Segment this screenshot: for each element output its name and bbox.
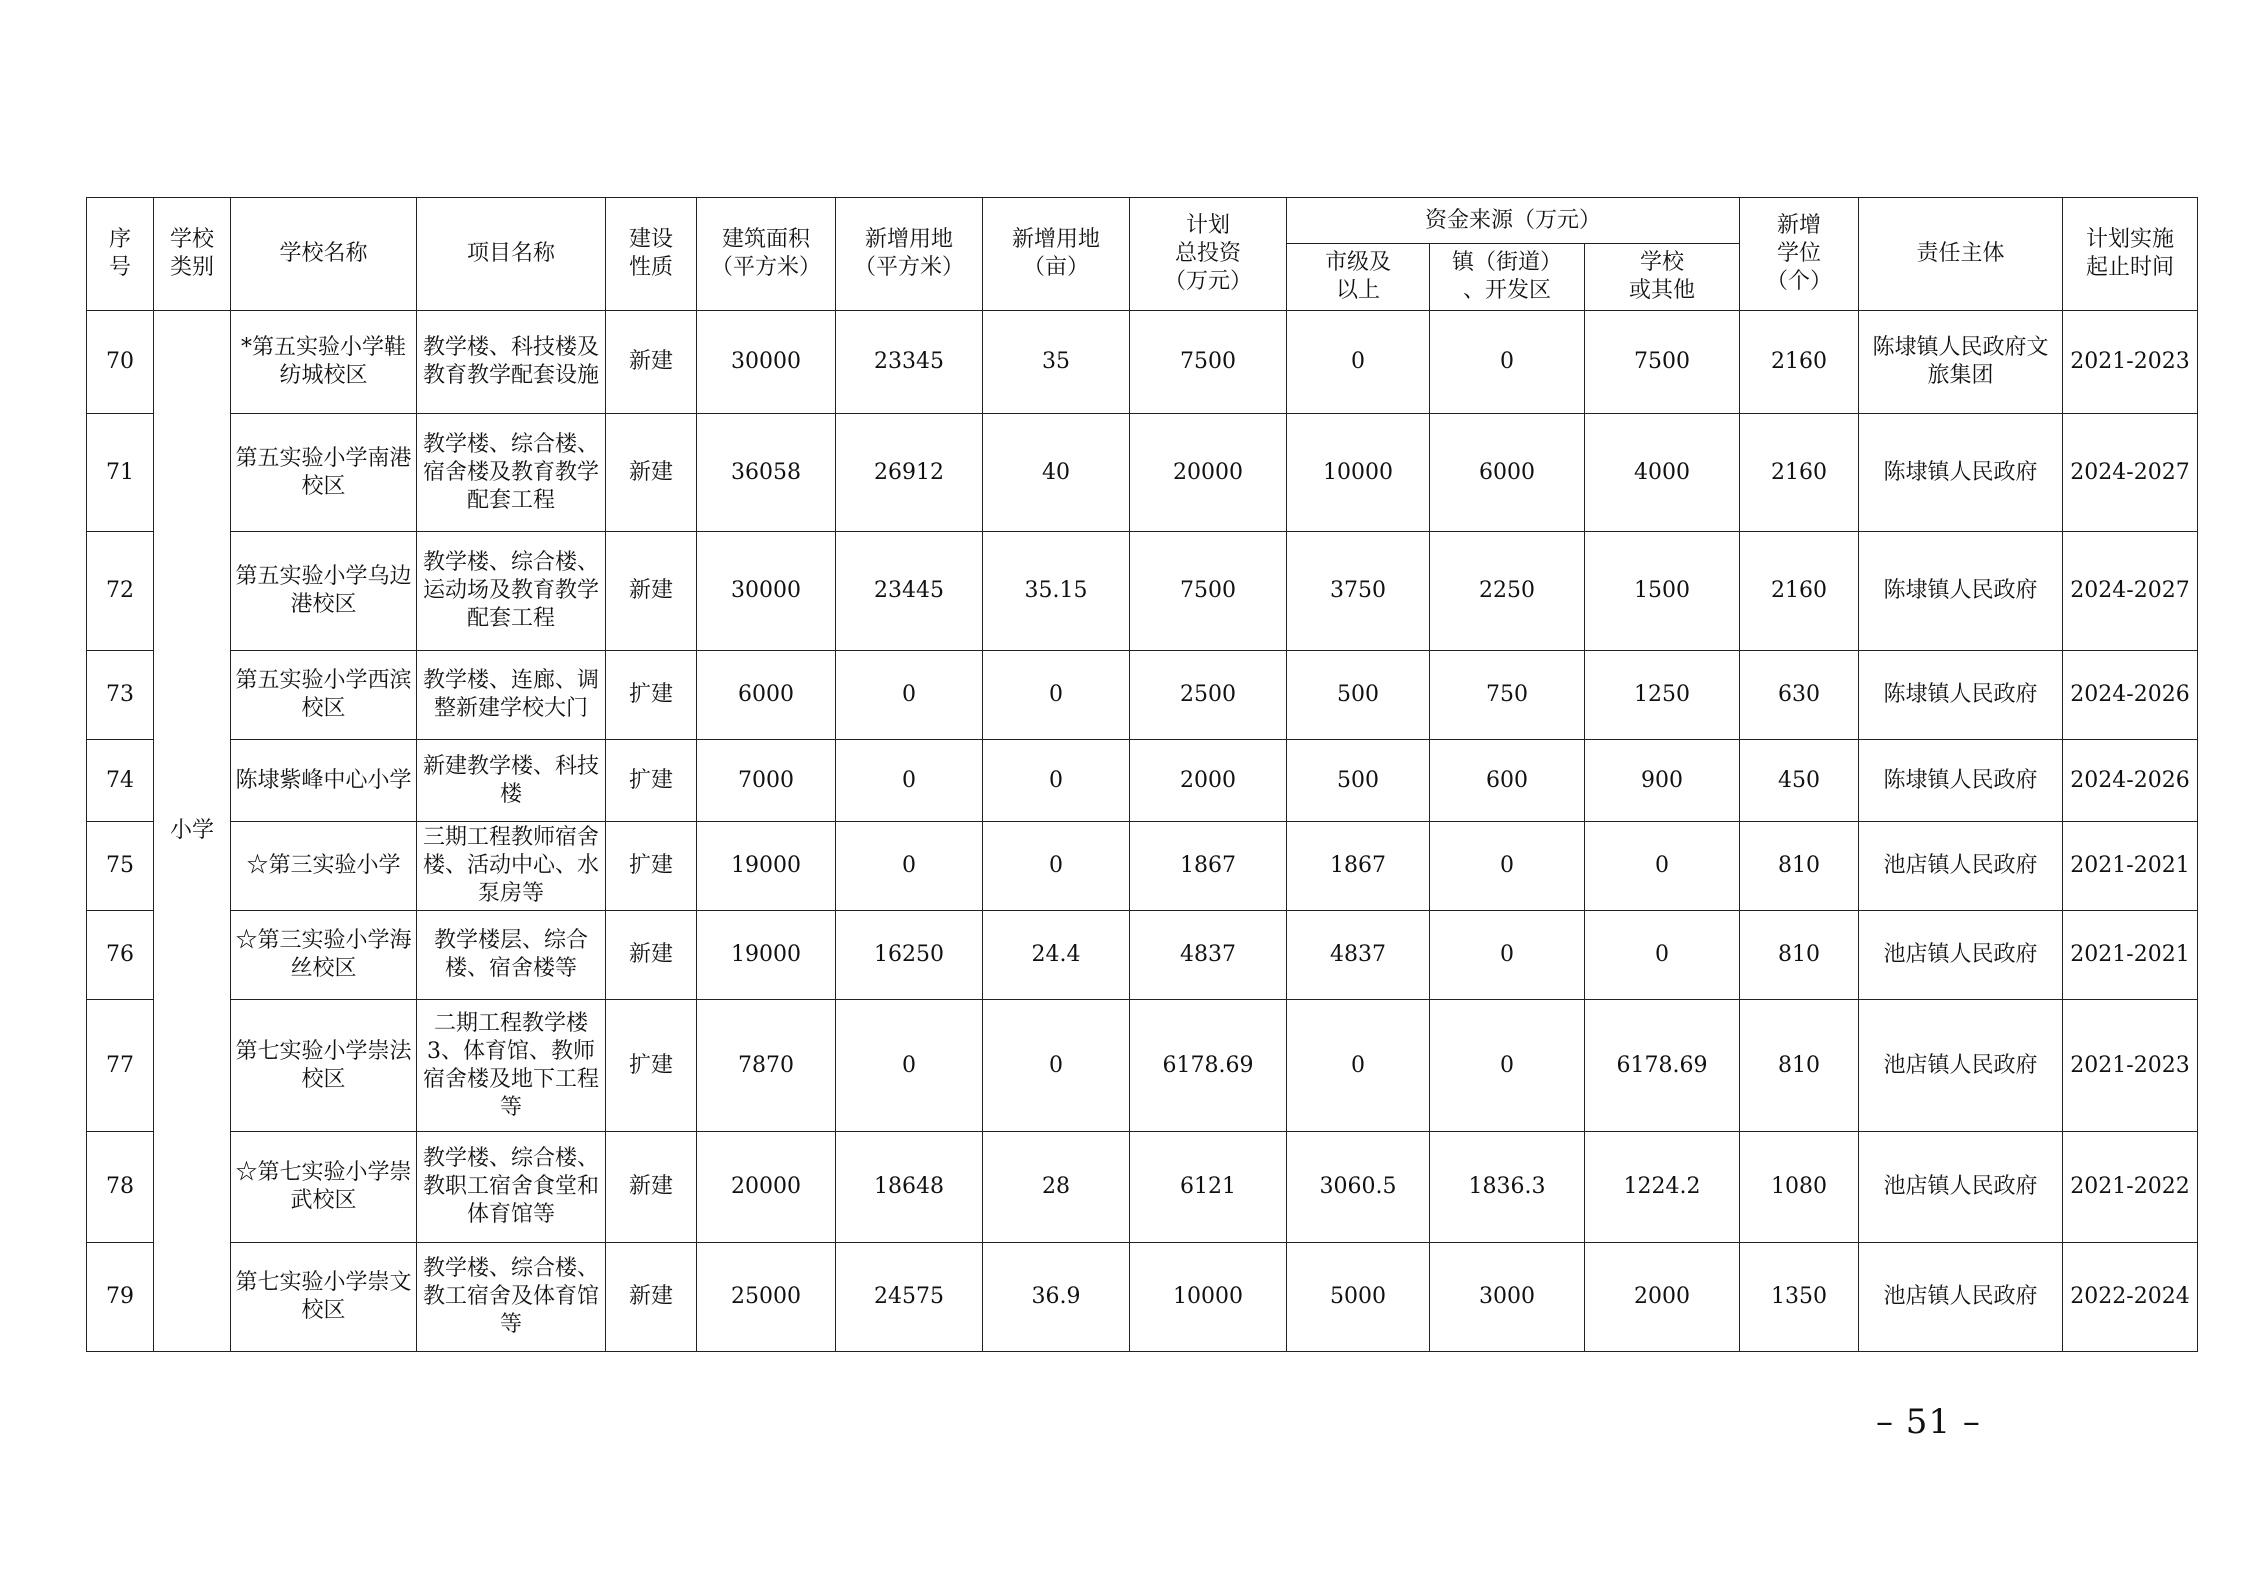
cell-land-m2: 0 [836, 740, 983, 822]
cell-project-name: 教学楼、科技楼及教育教学配套设施 [417, 311, 606, 414]
cell-project-name: 新建教学楼、科技楼 [417, 740, 606, 822]
header-fund-school: 学校 或其他 [1585, 244, 1740, 311]
cell-nature: 扩建 [606, 651, 697, 740]
table-row [87, 1243, 2198, 1352]
cell-seats: 2160 [1740, 311, 1859, 414]
header-funding-group: 资金来源（万元） [1287, 198, 1740, 244]
cell-school-name: 第七实验小学崇法校区 [231, 1000, 417, 1132]
cell-fund-school: 4000 [1585, 414, 1740, 532]
cell-school-name: ☆第三实验小学 [231, 822, 417, 911]
cell-fund-town: 0 [1430, 911, 1585, 1000]
cell-seats: 810 [1740, 911, 1859, 1000]
cell-investment: 1867 [1130, 822, 1287, 911]
header-project-name: 项目名称 [417, 198, 606, 311]
header-school-name: 学校名称 [231, 198, 417, 311]
cell-fund-city: 4837 [1287, 911, 1430, 1000]
cell-project-name: 教学楼、连廊、调整新建学校大门 [417, 651, 606, 740]
cell-land-m2: 0 [836, 822, 983, 911]
header-responsible: 责任主体 [1859, 198, 2063, 311]
cell-seq: 73 [87, 651, 154, 740]
cell-seq: 77 [87, 1000, 154, 1132]
cell-project-name: 教学楼、综合楼、运动场及教育教学配套工程 [417, 532, 606, 651]
cell-fund-town: 3000 [1430, 1243, 1585, 1352]
cell-land-mu: 40 [983, 414, 1130, 532]
table-row [87, 1000, 2198, 1132]
header-land-mu: 新增用地 （亩） [983, 198, 1130, 311]
cell-fund-school: 0 [1585, 822, 1740, 911]
cell-fund-town: 600 [1430, 740, 1585, 822]
cell-project-name: 教学楼、综合楼、教职工宿舍食堂和体育馆等 [417, 1132, 606, 1243]
header-area: 建筑面积 （平方米） [697, 198, 836, 311]
table-row [87, 414, 2198, 532]
cell-seats: 450 [1740, 740, 1859, 822]
cell-fund-city: 0 [1287, 311, 1430, 414]
cell-fund-school: 2000 [1585, 1243, 1740, 1352]
cell-fund-city: 3750 [1287, 532, 1430, 651]
cell-fund-city: 5000 [1287, 1243, 1430, 1352]
cell-investment: 7500 [1130, 311, 1287, 414]
cell-period: 2024-2027 [2063, 532, 2198, 651]
table-row [87, 1132, 2198, 1243]
cell-land-mu: 0 [983, 822, 1130, 911]
cell-seq: 76 [87, 911, 154, 1000]
cell-seq: 71 [87, 414, 154, 532]
cell-fund-school: 6178.69 [1585, 1000, 1740, 1132]
cell-land-mu: 24.4 [983, 911, 1130, 1000]
cell-responsible: 池店镇人民政府 [1859, 1132, 2063, 1243]
header-period: 计划实施 起止时间 [2063, 198, 2198, 311]
table-row [87, 822, 2198, 911]
cell-fund-school: 7500 [1585, 311, 1740, 414]
cell-land-mu: 36.9 [983, 1243, 1130, 1352]
header-fund-town: 镇（街道） 、开发区 [1430, 244, 1585, 311]
cell-fund-town: 6000 [1430, 414, 1585, 532]
cell-investment: 4837 [1130, 911, 1287, 1000]
cell-area: 7000 [697, 740, 836, 822]
cell-area: 36058 [697, 414, 836, 532]
table-row [87, 651, 2198, 740]
cell-school-name: 陈埭紫峰中心小学 [231, 740, 417, 822]
cell-seats: 810 [1740, 1000, 1859, 1132]
cell-fund-school: 1500 [1585, 532, 1740, 651]
cell-nature: 新建 [606, 911, 697, 1000]
cell-investment: 10000 [1130, 1243, 1287, 1352]
cell-period: 2021-2023 [2063, 311, 2198, 414]
cell-school-name: 第五实验小学南港校区 [231, 414, 417, 532]
cell-land-mu: 35.15 [983, 532, 1130, 651]
cell-land-m2: 24575 [836, 1243, 983, 1352]
cell-project-name: 教学楼、综合楼、宿舍楼及教育教学配套工程 [417, 414, 606, 532]
header-seats: 新增 学位 （个） [1740, 198, 1859, 311]
cell-investment: 2000 [1130, 740, 1287, 822]
cell-nature: 新建 [606, 311, 697, 414]
cell-land-m2: 0 [836, 651, 983, 740]
cell-period: 2021-2022 [2063, 1132, 2198, 1243]
header-land-m2: 新增用地 （平方米） [836, 198, 983, 311]
cell-area: 25000 [697, 1243, 836, 1352]
cell-land-mu: 0 [983, 651, 1130, 740]
cell-school-name: ☆第七实验小学崇武校区 [231, 1132, 417, 1243]
cell-land-m2: 26912 [836, 414, 983, 532]
cell-land-m2: 0 [836, 1000, 983, 1132]
table-row [87, 311, 2198, 414]
cell-area: 6000 [697, 651, 836, 740]
cell-period: 2022-2024 [2063, 1243, 2198, 1352]
cell-project-name: 三期工程教师宿舍楼、活动中心、水泵房等 [417, 822, 606, 911]
cell-responsible: 池店镇人民政府 [1859, 1000, 2063, 1132]
cell-fund-school: 0 [1585, 911, 1740, 1000]
cell-fund-town: 1836.3 [1430, 1132, 1585, 1243]
cell-nature: 新建 [606, 1243, 697, 1352]
header-school-type: 学校 类别 [154, 198, 231, 311]
cell-seats: 630 [1740, 651, 1859, 740]
cell-land-m2: 23445 [836, 532, 983, 651]
cell-school-name: 第七实验小学崇文校区 [231, 1243, 417, 1352]
cell-nature: 扩建 [606, 1000, 697, 1132]
cell-area: 20000 [697, 1132, 836, 1243]
cell-nature: 新建 [606, 1132, 697, 1243]
cell-area: 30000 [697, 532, 836, 651]
cell-investment: 2500 [1130, 651, 1287, 740]
header-fund-city: 市级及 以上 [1287, 244, 1430, 311]
cell-responsible: 陈埭镇人民政府文旅集团 [1859, 311, 2063, 414]
header-row-top [87, 198, 2198, 244]
cell-project-name: 二期工程教学楼 3、体育馆、教师宿舍楼及地下工程等 [417, 1000, 606, 1132]
cell-responsible: 陈埭镇人民政府 [1859, 414, 2063, 532]
cell-investment: 6121 [1130, 1132, 1287, 1243]
cell-period: 2024-2027 [2063, 414, 2198, 532]
cell-seats: 2160 [1740, 532, 1859, 651]
cell-land-m2: 18648 [836, 1132, 983, 1243]
cell-fund-town: 0 [1430, 1000, 1585, 1132]
cell-school-name: 第五实验小学西滨校区 [231, 651, 417, 740]
cell-land-mu: 0 [983, 740, 1130, 822]
cell-seq: 70 [87, 311, 154, 414]
cell-school-name: *第五实验小学鞋纺城校区 [231, 311, 417, 414]
cell-area: 19000 [697, 911, 836, 1000]
cell-fund-city: 1867 [1287, 822, 1430, 911]
cell-responsible: 陈埭镇人民政府 [1859, 651, 2063, 740]
cell-seq: 75 [87, 822, 154, 911]
cell-period: 2021-2023 [2063, 1000, 2198, 1132]
cell-fund-town: 2250 [1430, 532, 1585, 651]
cell-fund-city: 10000 [1287, 414, 1430, 532]
cell-seats: 2160 [1740, 414, 1859, 532]
cell-land-mu: 35 [983, 311, 1130, 414]
cell-school-name: 第五实验小学乌边港校区 [231, 532, 417, 651]
cell-investment: 6178.69 [1130, 1000, 1287, 1132]
cell-area: 19000 [697, 822, 836, 911]
cell-school-type: 小学 [154, 311, 231, 1352]
cell-fund-town: 750 [1430, 651, 1585, 740]
cell-nature: 扩建 [606, 822, 697, 911]
cell-fund-city: 3060.5 [1287, 1132, 1430, 1243]
cell-period: 2024-2026 [2063, 740, 2198, 822]
cell-fund-school: 1250 [1585, 651, 1740, 740]
cell-area: 7870 [697, 1000, 836, 1132]
cell-investment: 20000 [1130, 414, 1287, 532]
cell-project-name: 教学楼、综合楼、教工宿舍及体育馆等 [417, 1243, 606, 1352]
cell-seq: 78 [87, 1132, 154, 1243]
table-header [87, 198, 2198, 311]
cell-land-m2: 23345 [836, 311, 983, 414]
cell-fund-city: 500 [1287, 651, 1430, 740]
cell-seq: 72 [87, 532, 154, 651]
cell-fund-city: 500 [1287, 740, 1430, 822]
header-nature: 建设 性质 [606, 198, 697, 311]
page-number: – 51 – [1876, 1402, 1981, 1442]
cell-fund-school: 900 [1585, 740, 1740, 822]
cell-fund-town: 0 [1430, 822, 1585, 911]
cell-responsible: 陈埭镇人民政府 [1859, 532, 2063, 651]
cell-period: 2021-2021 [2063, 822, 2198, 911]
cell-land-mu: 0 [983, 1000, 1130, 1132]
cell-land-mu: 28 [983, 1132, 1130, 1243]
cell-responsible: 池店镇人民政府 [1859, 911, 2063, 1000]
cell-project-name: 教学楼层、综合楼、宿舍楼等 [417, 911, 606, 1000]
table-row [87, 532, 2198, 651]
cell-responsible: 池店镇人民政府 [1859, 1243, 2063, 1352]
cell-seats: 1080 [1740, 1132, 1859, 1243]
cell-seq: 74 [87, 740, 154, 822]
cell-fund-school: 1224.2 [1585, 1132, 1740, 1243]
cell-school-name: ☆第三实验小学海丝校区 [231, 911, 417, 1000]
cell-nature: 新建 [606, 532, 697, 651]
cell-responsible: 陈埭镇人民政府 [1859, 740, 2063, 822]
table-row [87, 740, 2198, 822]
cell-seq: 79 [87, 1243, 154, 1352]
cell-nature: 扩建 [606, 740, 697, 822]
cell-land-m2: 16250 [836, 911, 983, 1000]
cell-fund-town: 0 [1430, 311, 1585, 414]
cell-period: 2024-2026 [2063, 651, 2198, 740]
cell-seats: 810 [1740, 822, 1859, 911]
cell-seats: 1350 [1740, 1243, 1859, 1352]
header-investment: 计划 总投资 （万元） [1130, 198, 1287, 311]
table-body [87, 311, 2198, 1352]
header-seq: 序 号 [87, 198, 154, 311]
cell-area: 30000 [697, 311, 836, 414]
cell-nature: 新建 [606, 414, 697, 532]
school-projects-table [86, 197, 2198, 1352]
table-row [87, 911, 2198, 1000]
cell-responsible: 池店镇人民政府 [1859, 822, 2063, 911]
cell-period: 2021-2021 [2063, 911, 2198, 1000]
cell-fund-city: 0 [1287, 1000, 1430, 1132]
cell-investment: 7500 [1130, 532, 1287, 651]
